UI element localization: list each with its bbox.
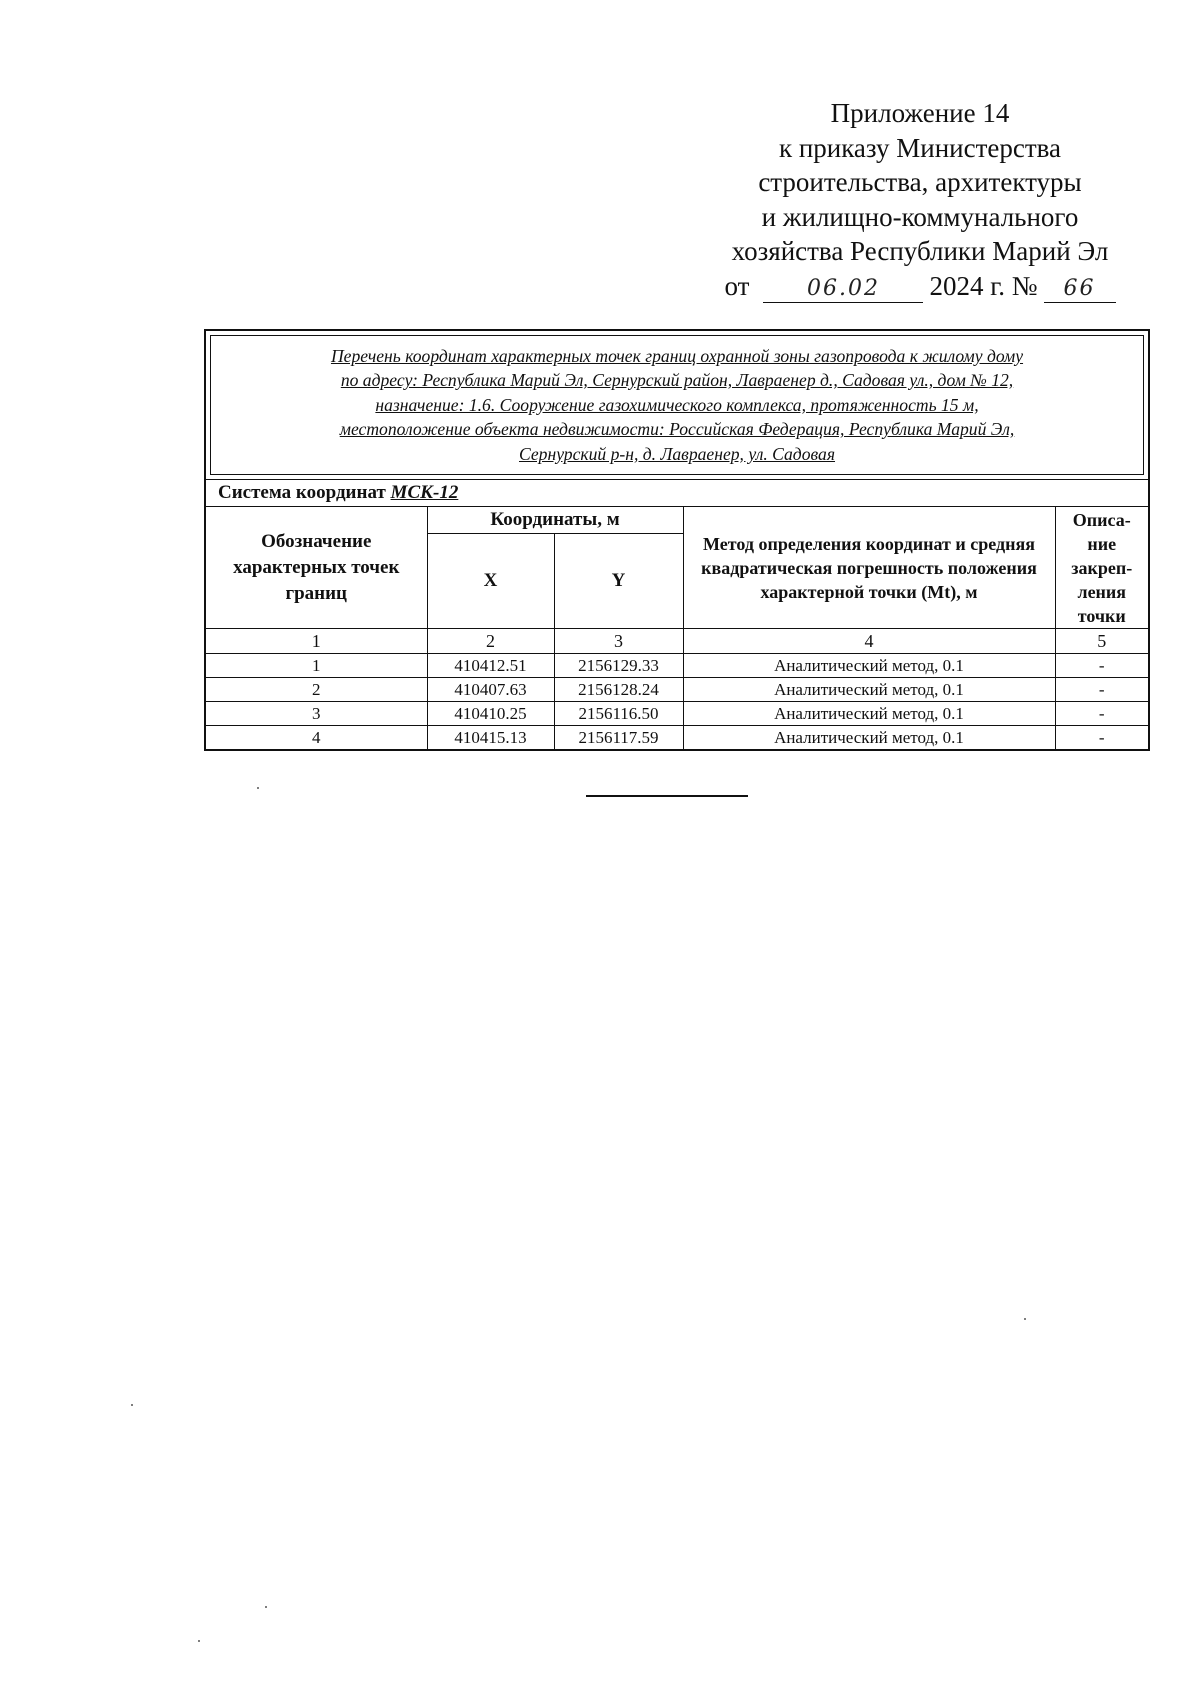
point-description: - (1055, 654, 1149, 678)
column-number: 1 (205, 629, 427, 654)
table-title (205, 330, 1149, 480)
scan-speck (257, 787, 259, 789)
column-number: 5 (1055, 629, 1149, 654)
column-number: 2 (427, 629, 554, 654)
header-line: хозяйства Республики Марий Эл (731, 236, 1109, 266)
table-row (205, 702, 1149, 726)
point-description: - (1055, 726, 1149, 751)
title-line: Сернурский р-н, д. Лавраенер, ул. Садовая (519, 443, 836, 464)
point-description: - (1055, 702, 1149, 726)
table-row (205, 678, 1149, 702)
col-designation-header: Обозначение характерных точек границ (205, 507, 427, 629)
coord-x: 410407.63 (427, 678, 554, 702)
point-description: - (1055, 678, 1149, 702)
header-line: и жилищно-коммунального (761, 201, 1079, 232)
title-line: местоположение объекта недвижимости: Российская Федерация, Республика Марий Эл, (339, 419, 1015, 440)
title-line: назначение: 1.6. Сооружение газохимического комплекса, протяженность 15 м, (375, 394, 979, 415)
coord-x: 410412.51 (427, 654, 554, 678)
coord-y: 2156128.24 (554, 678, 683, 702)
header-line: Приложение 14 (830, 98, 1010, 128)
point-id: 3 (205, 702, 427, 726)
col-coords-header: Координаты, м (427, 507, 683, 534)
title-line: по адресу: Республика Марий Эл, Сернурский район, Лавраенер д., Садовая ул., дом № 12, (340, 370, 1014, 391)
scan-speck (1024, 1318, 1026, 1320)
coord-y: 2156116.50 (554, 702, 683, 726)
header-line: строительства, архитектуры (758, 167, 1082, 197)
coord-x: 410415.13 (427, 726, 554, 751)
col-y-header: Y (554, 534, 683, 629)
header-date-line (690, 269, 1150, 304)
date-prefix: от (724, 270, 750, 301)
scan-speck (198, 1640, 200, 1642)
col-x-header: X (427, 534, 554, 629)
coordinate-system-value: МСК-12 (390, 482, 459, 503)
scan-speck (131, 1404, 133, 1406)
header-line: к приказу Министерства (778, 132, 1062, 163)
method: Аналитический метод, 0.1 (683, 702, 1055, 726)
coordinates-table (204, 329, 1150, 751)
year-label: 2024 г. № (929, 270, 1038, 301)
col-desc-header: Описа-ние закреп-ления точки (1055, 507, 1149, 629)
point-id: 4 (205, 726, 427, 751)
coord-x: 410410.25 (427, 702, 554, 726)
column-number: 4 (683, 629, 1055, 654)
end-divider (586, 795, 748, 797)
column-numbers-row (205, 629, 1149, 654)
handwritten-number: 66 (1044, 276, 1116, 303)
handwritten-date: 06.02 (763, 276, 923, 303)
point-id: 1 (205, 654, 427, 678)
coordinate-system-label: Система координат (218, 482, 386, 503)
table-row (205, 726, 1149, 751)
method: Аналитический метод, 0.1 (683, 654, 1055, 678)
column-number: 3 (554, 629, 683, 654)
point-id: 2 (205, 678, 427, 702)
coord-y: 2156117.59 (554, 726, 683, 751)
coord-y: 2156129.33 (554, 654, 683, 678)
appendix-header (690, 96, 1150, 303)
scan-speck (265, 1606, 267, 1608)
coordinate-system-row (205, 480, 1149, 507)
table-row (205, 654, 1149, 678)
method: Аналитический метод, 0.1 (683, 726, 1055, 751)
col-method-header: Метод определения координат и средняя квадратическая погрешность положения характерной точки (Mt), м (683, 507, 1055, 629)
title-line: Перечень координат характерных точек границ охранной зоны газопровода к жилому дому (330, 345, 1024, 366)
method: Аналитический метод, 0.1 (683, 678, 1055, 702)
